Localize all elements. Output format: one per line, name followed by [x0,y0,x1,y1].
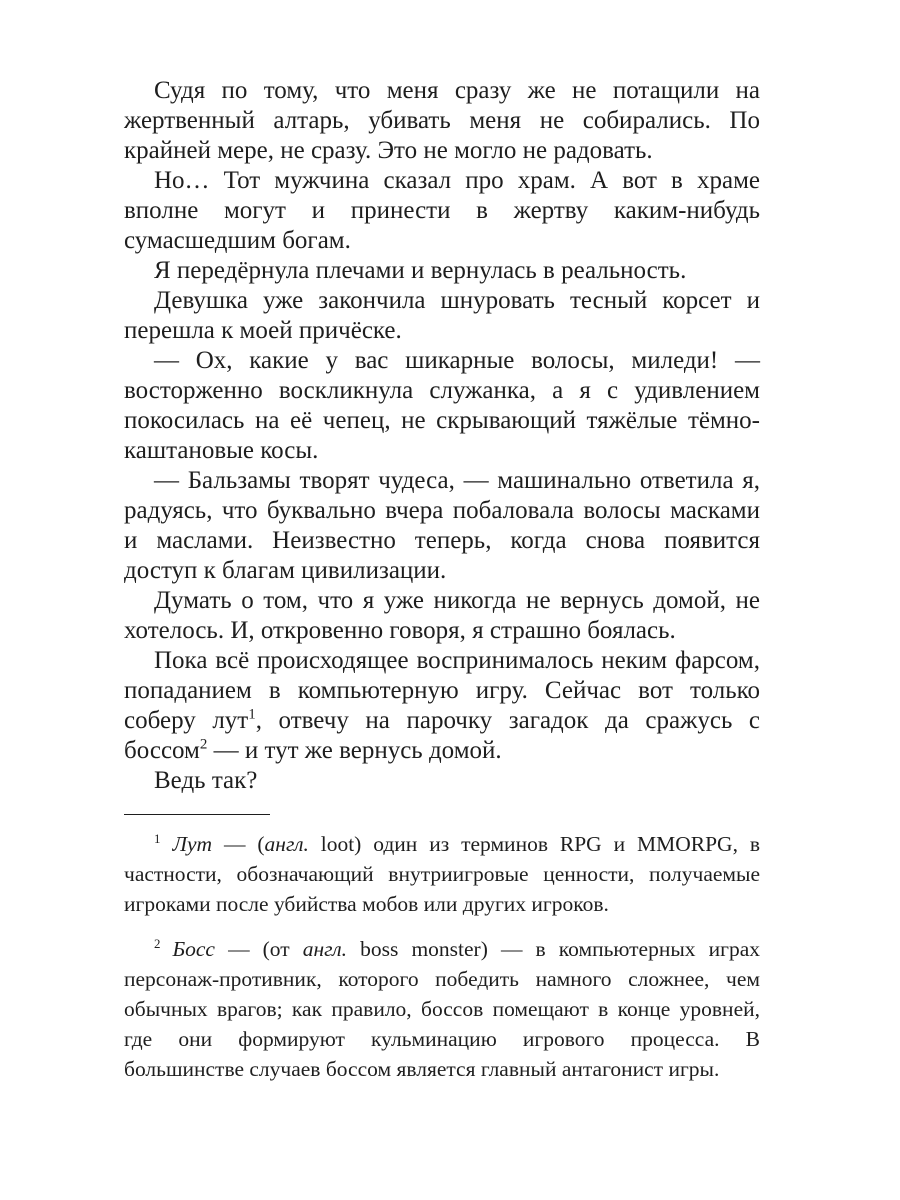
paragraph: Я передёрнула плечами и вернулась в реальность. [154,257,687,284]
paragraph-with-footnote-refs [124,646,760,766]
paragraph: Думать о том, что я уже никогда не вернусь домой, не хотелось. И, откровенно говоря, я страшно боялась. [124,587,760,644]
paragraph: Ведь так? [154,767,258,794]
footnote-ref-1: 1 [248,706,256,723]
footnote-text: loot) один из терминов RPG и MMORPG, в частности, обозначающий внутриигровые ценности, получаемые игроками после убийства мобов или других игроков. [124,832,760,916]
footnote-term: Лут [172,832,213,856]
book-page [124,76,760,1099]
footnote-text: — (от [214,937,303,961]
footnote-number: 1 [154,831,161,846]
paragraph-text: — и тут же вернусь домой. [207,737,502,764]
paragraph: Девушка уже закончила шнуровать тесный корсет и перешла к моей причёске. [124,287,760,344]
footnote-ref-2: 2 [199,736,208,753]
paragraph: — Ох, какие у вас шикарные волосы, миледи! — восторженно воскликнула служанка, а я с удивлением покосилась на её чепец, не скрывающий тяжёлые тёмно-каштановые косы. [124,347,760,464]
main-text [124,76,760,796]
paragraph: — Бальзамы творят чудеса, — машинально ответила я, радуясь, что буквально вчера побаловала волосы масками и маслами. Неизвестно теперь, когда снова появится доступ к благам цивилизации. [124,467,760,584]
footnote-text: boss monster) — в компьютерных играх персонаж-противник, которого победить намного сложнее, чем обычных врагов; как правило, боссов помещают в конце уровней, где они формируют кульминацию игрового процесса. В большинстве случаев боссом является главный антагонист игры. [124,937,760,1081]
footnote-2 [124,934,760,1084]
footnotes [124,829,760,1084]
footnote-lang: англ. [264,832,309,856]
paragraph-text: Пока всё происходящее воспринималось неким фарсом, попаданием в компьютерную игру. Сейчас вот только соберу лут [124,647,760,734]
paragraph-text: , отвечу на парочку загадок да сражусь с боссом [124,707,761,764]
footnote-number: 2 [154,936,161,951]
footnote-lang: англ. [302,937,348,961]
paragraph: Но… Тот мужчина сказал про храм. А вот в храме вполне могут и принести в жертву каким-нибудь сумасшедшим богам. [124,167,760,254]
footnote-divider [124,814,270,815]
footnote-1 [124,829,760,919]
footnote-text: — ( [212,832,265,856]
paragraph: Судя по тому, что меня сразу же не потащили на жертвенный алтарь, убивать меня не собирались. По крайней мере, не сразу. Это не могло не радовать. [124,77,760,164]
footnote-term: Босс [172,937,215,961]
